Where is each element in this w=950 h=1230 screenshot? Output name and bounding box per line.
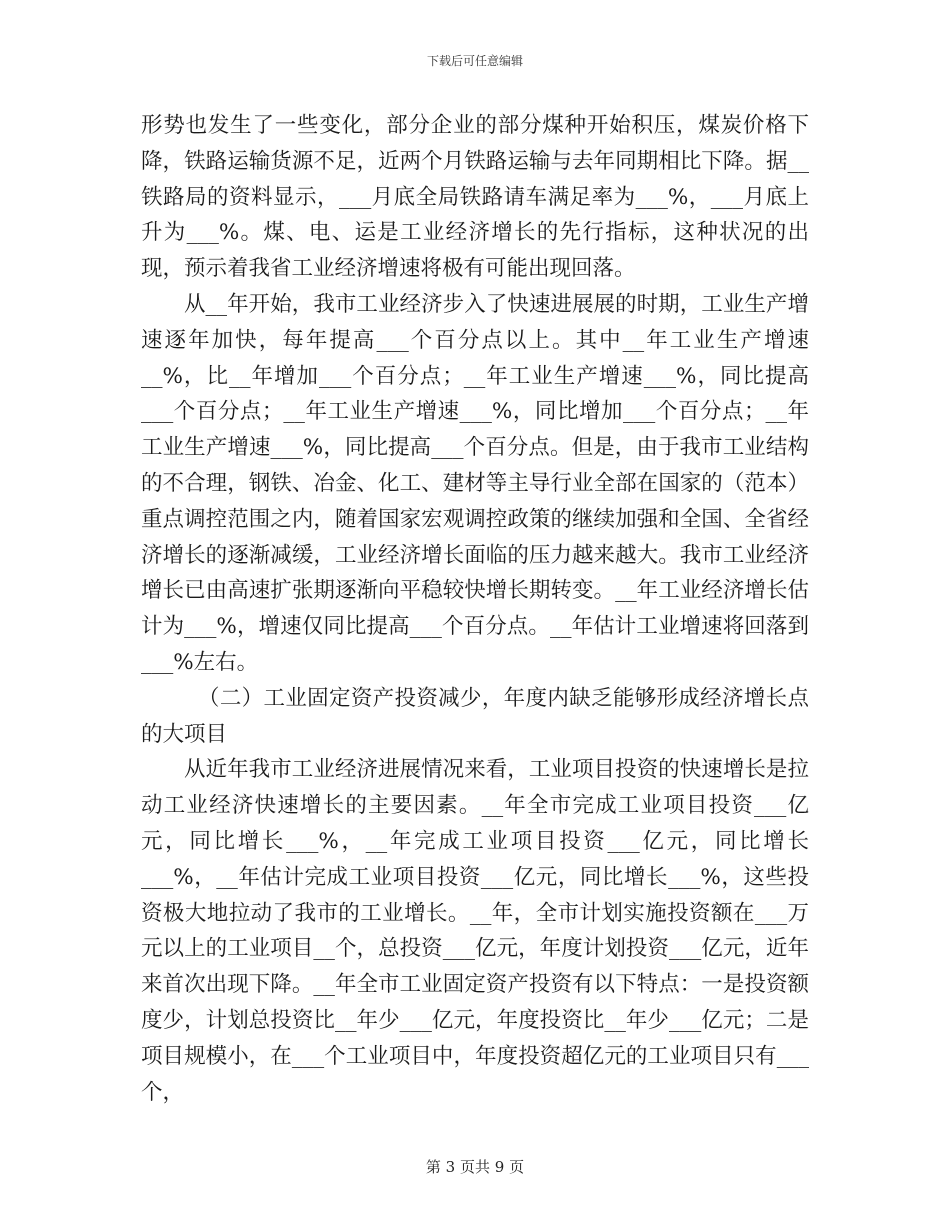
page-number: 第 3 页共 9 页 xyxy=(425,1158,525,1176)
document-body xyxy=(141,108,809,1110)
paragraph-industrial-growth: 从__年开始，我市工业经济步入了快速进展展的时期，工业生产增速逐年加快，每年提高___个百分点以上。其中__年工业生产增速__%，比__年增加___个百分点；__年工业生产增速___%，同比提高___个百分点；__年工业生产增速___%，同比增加___个百分点；__年工业生产增速___%，同比提高___个百分点。但是，由于我市工业结构的不合理，钢铁、冶金、化工、建材等主导行业全部在国家的（范本）重点调控范围之内，随着国家宏观调控政策的继续加强和全国、全省经济增长的逐渐减缓，工业经济增长面临的压力越来越大。我市工业经济增长已由高速扩张期逐渐向平稳较快增长期转变。__年工业经济增长估计为___%，增速仅同比提高___个百分点。__年估计工业增速将回落到___%左右。 xyxy=(141,291,809,675)
paragraph-investment: 从近年我市工业经济进展情况来看，工业项目投资的快速增长是拉动工业经济快速增长的主要因素。__年全市完成工业项目投资___亿元，同比增长___%，__年完成工业项目投资___亿元，同比增长___%，__年估计完成工业项目投资___亿元，同比增长___%，这些投资极大地拉动了我市的工业增长。__年，全市计划实施投资额在___万元以上的工业项目__个，总投资___亿元，年度计划投资___亿元，近年来首次出现下降。__年全市工业固定资产投资有以下特点：一是投资额度少，计划总投资比__年少___亿元，年度投资比__年少___亿元；二是项目规模小，在___个工业项目中，年度投资超亿元的工业项目只有___个， xyxy=(141,757,809,1105)
page-header-note: 下载后可任意编辑 xyxy=(426,54,523,68)
section-heading-investment: （二）工业固定资产投资减少，年度内缺乏能够形成经济增长点的大项目 xyxy=(141,685,809,747)
paragraph-continued: 形势也发生了一些变化，部分企业的部分煤种开始积压，煤炭价格下降，铁路运输货源不足，近两个月铁路运输与去年同期相比下降。据__铁路局的资料显示，___月底全局铁路请车满足率为___%，___月底上升为___%。煤、电、运是工业经济增长的先行指标，这种状况的出现，预示着我省工业经济增速将极有可能出现回落。 xyxy=(141,113,809,282)
